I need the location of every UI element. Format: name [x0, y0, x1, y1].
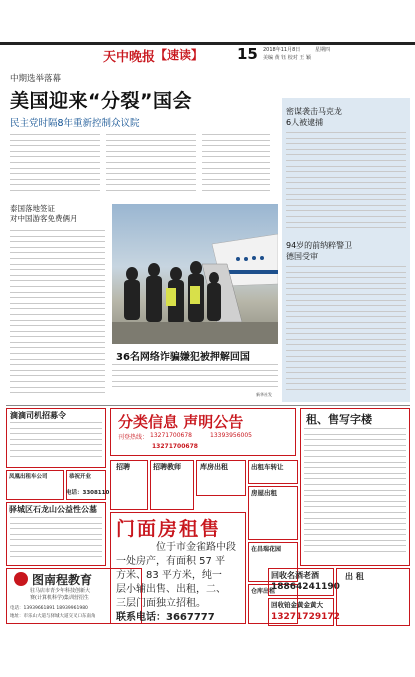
ad-recycle-phone: 18864241190: [271, 582, 340, 592]
right-story1-headline-1: 密谋袭击马克龙: [286, 107, 342, 116]
ad-chengxin-title: 恭祝开业: [69, 474, 92, 480]
ad-water-body: [10, 422, 102, 466]
hotline-right: 13271700678: [152, 443, 198, 450]
ad-store-line5: 三层门面独立招租。: [116, 598, 206, 609]
left-story-headline-2: 对中国游客免费俩月: [10, 214, 78, 223]
top-body-col2: [106, 134, 196, 198]
ad-office-title: 租、售写字楼: [306, 413, 372, 426]
ad-shop-sale-title: 在昌瑞花园: [251, 546, 282, 553]
ad-education-address: 地址：市乐山大道与驿城大道交叉口东南角: [10, 614, 96, 619]
right-story2-headline-2: 德国受审: [286, 252, 318, 261]
hotline-label: 刊登热线：: [118, 434, 149, 441]
top-body-col3: [202, 134, 270, 198]
right-story1-body: [286, 132, 406, 236]
ad-store-line3: 方米、83 平方米，纯一: [116, 570, 222, 581]
ad-car-title: 凤凰出租车公司: [9, 474, 48, 480]
ad-store-phone: 联系电话：3667777: [116, 612, 215, 623]
ad-office-body: [304, 428, 406, 562]
ad-store-line1: 位于市金雀路中段: [156, 542, 236, 553]
page-number: 15: [237, 45, 258, 63]
news-photo: [112, 204, 278, 344]
ad-recycle-title: 回收名酒老酒: [271, 571, 319, 580]
header-rule: [0, 42, 415, 45]
photo-title: 36名网络诈骗嫌犯被押解回国: [116, 352, 250, 363]
ad-gold-title: 回收铂金黄金黄大: [271, 601, 323, 609]
right-story1-headline-2: 6人被逮捕: [286, 118, 324, 127]
ad-store-title: 门面房租售: [116, 518, 222, 540]
ad-education-title: 图南程教育: [32, 573, 93, 587]
classifieds-title: 分类信息 声明公告: [118, 413, 244, 431]
top-kicker: 中期选举落幕: [10, 74, 62, 84]
ad-store-line2: 一处房产，有面积 57 平: [116, 556, 226, 567]
ad-divider: [6, 405, 410, 406]
ad-warehouse-title: 仓库出租: [251, 588, 276, 595]
left-story-body: [10, 230, 105, 402]
ad-cemetery-body: [10, 517, 102, 563]
top-headline: 美国迎来“分裂”国会: [10, 90, 192, 112]
right-story2-body: [286, 266, 406, 398]
date-line: 2018年11月8日: [263, 47, 301, 53]
ad-house-title: 房屋出租: [251, 489, 277, 497]
photo-caption: [112, 364, 278, 398]
ad-education-phone: 电话：13939661891 18939961980: [10, 606, 88, 611]
ad-education-sub2: 赛(计算机科学)集训营招生: [30, 595, 89, 601]
hotline-phone2: 13393956005: [210, 432, 252, 439]
section-name: 【速读】: [155, 48, 204, 62]
education-logo-icon: [14, 572, 28, 586]
top-deck: 民主党时隔8年重新控制众议院: [10, 118, 140, 129]
ad-cemetery-title: 驿城区石龙山公益性公墓: [9, 505, 97, 514]
ad-library-title: 库房出租: [200, 463, 228, 471]
ad-gold-phone: 13271729172: [271, 612, 340, 622]
top-body-col1: [10, 134, 100, 198]
photo-credit: 新华社发: [256, 392, 272, 397]
day-line: 星期四: [315, 47, 331, 53]
ad-tel: 电话：3308110: [66, 490, 110, 496]
right-story2-headline-1: 94岁的前纳粹警卫: [286, 241, 353, 250]
ad-recruit-title: 招聘: [116, 463, 130, 471]
paper-name: 天中晚报: [103, 50, 156, 65]
hotline-phone1: 13271700678: [150, 432, 192, 439]
ad-store-line4: 层小辅出售、出租，二、: [116, 584, 226, 595]
ad-education-sub1: 驻马店市青少年科技创新大: [30, 588, 91, 594]
editor-line: 美编 黄 钰 校对 王 颖: [263, 55, 311, 61]
ad-lake-rent-title: 出 租: [345, 572, 364, 581]
left-story-headline-1: 泰国落地签证: [10, 204, 55, 213]
ad-loan-title: 出租车转让: [251, 463, 284, 471]
ad-water-title: 滴滴司机招募令: [10, 411, 66, 420]
ad-teacher-title: 招聘教师: [153, 463, 181, 471]
